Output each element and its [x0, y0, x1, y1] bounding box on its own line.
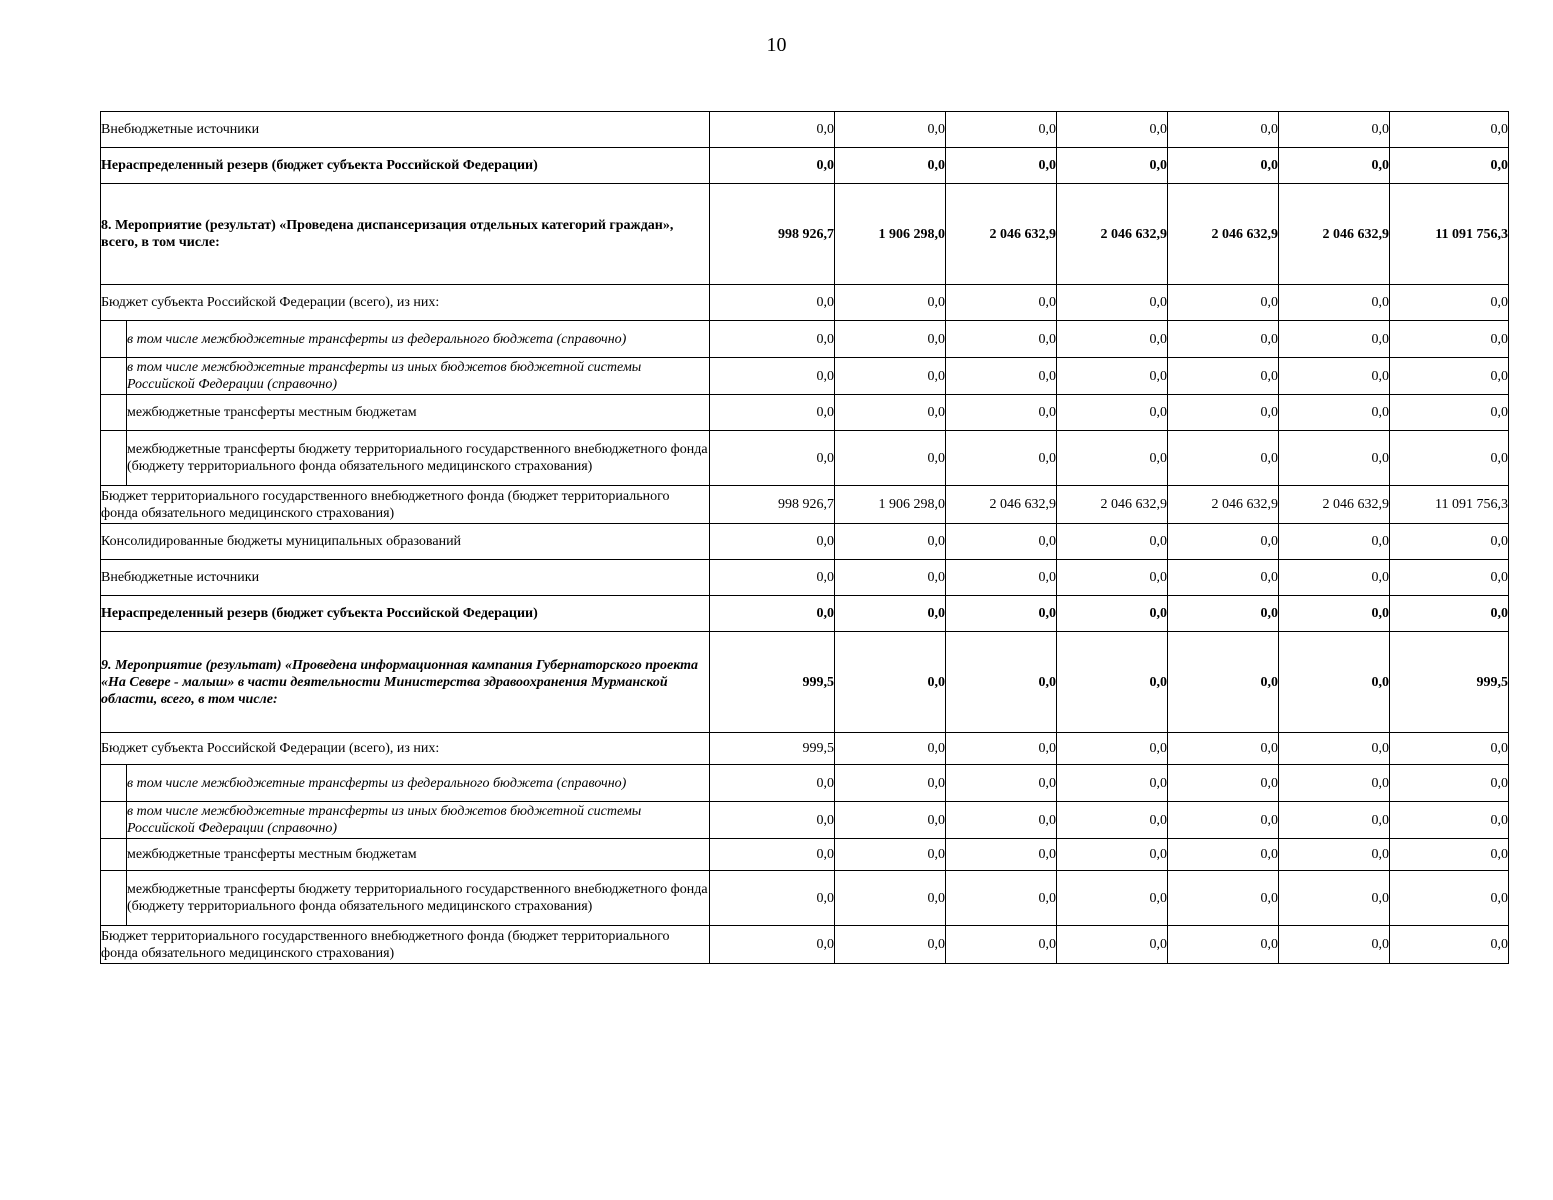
value-cell: 0,0 [1279, 358, 1390, 395]
value-cell: 0,0 [1168, 524, 1279, 560]
value-cell: 0,0 [1057, 596, 1168, 632]
value-cell: 0,0 [835, 321, 946, 358]
value-cell: 0,0 [1390, 112, 1509, 148]
row-label: в том числе межбюджетные трансферты из федерального бюджета (справочно) [127, 321, 710, 358]
row-label: Бюджет субъекта Российской Федерации (всего), из них: [101, 285, 710, 321]
value-cell: 2 046 632,9 [1168, 184, 1279, 285]
value-cell: 11 091 756,3 [1390, 184, 1509, 285]
table-row [101, 285, 1509, 321]
value-cell: 0,0 [1390, 524, 1509, 560]
value-cell: 0,0 [1168, 148, 1279, 184]
value-cell: 0,0 [1057, 560, 1168, 596]
value-cell: 0,0 [835, 395, 946, 431]
value-cell: 0,0 [835, 148, 946, 184]
table-row [101, 184, 1509, 285]
value-cell: 0,0 [1168, 112, 1279, 148]
value-cell: 999,5 [710, 733, 835, 765]
value-cell: 0,0 [710, 839, 835, 871]
indent-spacer [101, 358, 127, 395]
value-cell: 0,0 [1390, 148, 1509, 184]
indent-spacer [101, 431, 127, 486]
value-cell: 0,0 [710, 802, 835, 839]
value-cell: 0,0 [1168, 358, 1279, 395]
value-cell: 0,0 [1279, 524, 1390, 560]
value-cell: 0,0 [835, 524, 946, 560]
value-cell: 0,0 [946, 285, 1057, 321]
value-cell: 2 046 632,9 [1057, 184, 1168, 285]
value-cell: 0,0 [1390, 431, 1509, 486]
value-cell: 999,5 [1390, 632, 1509, 733]
value-cell: 0,0 [710, 871, 835, 926]
value-cell: 0,0 [1279, 112, 1390, 148]
value-cell: 0,0 [1168, 802, 1279, 839]
value-cell: 2 046 632,9 [946, 184, 1057, 285]
row-label: 9. Мероприятие (результат) «Проведена информационная кампания Губернаторского проекта «На Севере - малыш» в части деятельности Министерства здравоохранения Мурманской области, всего, в том числе: [101, 632, 710, 733]
value-cell: 0,0 [946, 926, 1057, 964]
value-cell: 0,0 [835, 733, 946, 765]
value-cell: 2 046 632,9 [1279, 486, 1390, 524]
table-row [101, 839, 1509, 871]
value-cell: 0,0 [1279, 839, 1390, 871]
value-cell: 0,0 [1279, 632, 1390, 733]
table-row [101, 358, 1509, 395]
row-label: в том числе межбюджетные трансферты из иных бюджетов бюджетной системы Российской Федерации (справочно) [127, 358, 710, 395]
value-cell: 0,0 [1168, 926, 1279, 964]
table-row [101, 321, 1509, 358]
value-cell: 0,0 [835, 431, 946, 486]
indent-spacer [101, 839, 127, 871]
value-cell: 0,0 [1057, 148, 1168, 184]
value-cell: 0,0 [1057, 871, 1168, 926]
value-cell: 0,0 [1057, 926, 1168, 964]
value-cell: 0,0 [1390, 358, 1509, 395]
value-cell: 0,0 [1390, 926, 1509, 964]
value-cell: 0,0 [1057, 358, 1168, 395]
row-label: межбюджетные трансферты бюджету территориального государственного внебюджетного фонда (бюджету территориального фонда обязательного медицинского страхования) [127, 431, 710, 486]
value-cell: 0,0 [1168, 871, 1279, 926]
value-cell: 0,0 [1057, 733, 1168, 765]
value-cell: 0,0 [946, 632, 1057, 733]
value-cell: 0,0 [1168, 285, 1279, 321]
value-cell: 0,0 [1168, 632, 1279, 733]
value-cell: 0,0 [1279, 926, 1390, 964]
value-cell: 0,0 [1057, 431, 1168, 486]
value-cell: 1 906 298,0 [835, 184, 946, 285]
value-cell: 0,0 [1057, 285, 1168, 321]
value-cell: 0,0 [946, 524, 1057, 560]
value-cell: 0,0 [835, 112, 946, 148]
row-label: Нераспределенный резерв (бюджет субъекта Российской Федерации) [101, 596, 710, 632]
value-cell: 0,0 [710, 560, 835, 596]
value-cell: 0,0 [1057, 321, 1168, 358]
value-cell: 0,0 [946, 839, 1057, 871]
value-cell: 0,0 [1168, 839, 1279, 871]
value-cell: 0,0 [1390, 802, 1509, 839]
value-cell: 0,0 [1279, 321, 1390, 358]
value-cell: 0,0 [1390, 871, 1509, 926]
value-cell: 0,0 [710, 524, 835, 560]
value-cell: 11 091 756,3 [1390, 486, 1509, 524]
page-number: 10 [766, 34, 787, 56]
table-row [101, 632, 1509, 733]
value-cell: 0,0 [1057, 524, 1168, 560]
row-label: в том числе межбюджетные трансферты из иных бюджетов бюджетной системы Российской Федерации (справочно) [127, 802, 710, 839]
value-cell: 0,0 [1390, 321, 1509, 358]
row-label: в том числе межбюджетные трансферты из федерального бюджета (справочно) [127, 765, 710, 802]
value-cell: 2 046 632,9 [1279, 184, 1390, 285]
value-cell: 0,0 [710, 765, 835, 802]
row-label: Внебюджетные источники [101, 560, 710, 596]
row-label: Внебюджетные источники [101, 112, 710, 148]
value-cell: 2 046 632,9 [1168, 486, 1279, 524]
value-cell: 2 046 632,9 [1057, 486, 1168, 524]
indent-spacer [101, 871, 127, 926]
value-cell: 0,0 [710, 926, 835, 964]
value-cell: 0,0 [1057, 395, 1168, 431]
value-cell: 0,0 [946, 560, 1057, 596]
table-row [101, 596, 1509, 632]
value-cell: 0,0 [1390, 395, 1509, 431]
row-label: Нераспределенный резерв (бюджет субъекта Российской Федерации) [101, 148, 710, 184]
value-cell: 0,0 [946, 871, 1057, 926]
value-cell: 0,0 [946, 431, 1057, 486]
value-cell: 0,0 [946, 395, 1057, 431]
value-cell: 0,0 [1057, 839, 1168, 871]
table-row [101, 431, 1509, 486]
value-cell: 0,0 [1279, 560, 1390, 596]
table-row [101, 765, 1509, 802]
indent-spacer [101, 395, 127, 431]
value-cell: 0,0 [1390, 596, 1509, 632]
table-row [101, 524, 1509, 560]
value-cell: 0,0 [1168, 765, 1279, 802]
budget-table [100, 111, 1509, 964]
value-cell: 0,0 [1279, 596, 1390, 632]
value-cell: 0,0 [835, 596, 946, 632]
value-cell: 0,0 [835, 926, 946, 964]
value-cell: 2 046 632,9 [946, 486, 1057, 524]
value-cell: 0,0 [946, 733, 1057, 765]
table-row [101, 926, 1509, 964]
value-cell: 0,0 [946, 148, 1057, 184]
table-row [101, 395, 1509, 431]
indent-spacer [101, 321, 127, 358]
value-cell: 0,0 [1168, 596, 1279, 632]
row-label: межбюджетные трансферты местным бюджетам [127, 839, 710, 871]
value-cell: 0,0 [710, 148, 835, 184]
value-cell: 0,0 [710, 321, 835, 358]
indent-spacer [101, 765, 127, 802]
value-cell: 998 926,7 [710, 486, 835, 524]
value-cell: 0,0 [1057, 112, 1168, 148]
table-row [101, 486, 1509, 524]
row-label: Бюджет субъекта Российской Федерации (всего), из них: [101, 733, 710, 765]
value-cell: 0,0 [1390, 733, 1509, 765]
value-cell: 0,0 [835, 560, 946, 596]
value-cell: 0,0 [835, 632, 946, 733]
value-cell: 0,0 [1279, 148, 1390, 184]
value-cell: 0,0 [1057, 765, 1168, 802]
indent-spacer [101, 802, 127, 839]
value-cell: 998 926,7 [710, 184, 835, 285]
value-cell: 0,0 [946, 112, 1057, 148]
value-cell: 0,0 [1279, 765, 1390, 802]
value-cell: 0,0 [1279, 285, 1390, 321]
value-cell: 0,0 [1279, 431, 1390, 486]
value-cell: 0,0 [835, 765, 946, 802]
table-row [101, 733, 1509, 765]
value-cell: 1 906 298,0 [835, 486, 946, 524]
table-row [101, 560, 1509, 596]
value-cell: 0,0 [1390, 839, 1509, 871]
value-cell: 0,0 [1168, 560, 1279, 596]
value-cell: 0,0 [1279, 802, 1390, 839]
value-cell: 0,0 [710, 285, 835, 321]
value-cell: 0,0 [1390, 765, 1509, 802]
value-cell: 0,0 [1279, 871, 1390, 926]
value-cell: 0,0 [1390, 285, 1509, 321]
row-label: межбюджетные трансферты бюджету территориального государственного внебюджетного фонда (бюджету территориального фонда обязательного медицинского страхования) [127, 871, 710, 926]
row-label: Бюджет территориального государственного внебюджетного фонда (бюджет территориального фонда обязательного медицинского страхования) [101, 926, 710, 964]
value-cell: 0,0 [946, 321, 1057, 358]
value-cell: 0,0 [1279, 733, 1390, 765]
row-label: Консолидированные бюджеты муниципальных образований [101, 524, 710, 560]
value-cell: 0,0 [835, 839, 946, 871]
value-cell: 0,0 [1279, 395, 1390, 431]
table-row [101, 802, 1509, 839]
value-cell: 0,0 [1057, 632, 1168, 733]
value-cell: 0,0 [1168, 431, 1279, 486]
value-cell: 0,0 [835, 802, 946, 839]
value-cell: 999,5 [710, 632, 835, 733]
value-cell: 0,0 [1168, 395, 1279, 431]
value-cell: 0,0 [835, 358, 946, 395]
row-label: 8. Мероприятие (результат) «Проведена диспансеризация отдельных категорий граждан», всего, в том числе: [101, 184, 710, 285]
value-cell: 0,0 [1057, 802, 1168, 839]
value-cell: 0,0 [710, 112, 835, 148]
value-cell: 0,0 [710, 431, 835, 486]
table-row [101, 871, 1509, 926]
value-cell: 0,0 [1168, 321, 1279, 358]
value-cell: 0,0 [1168, 733, 1279, 765]
table-row [101, 112, 1509, 148]
value-cell: 0,0 [1390, 560, 1509, 596]
row-label: межбюджетные трансферты местным бюджетам [127, 395, 710, 431]
value-cell: 0,0 [835, 871, 946, 926]
value-cell: 0,0 [835, 285, 946, 321]
value-cell: 0,0 [710, 395, 835, 431]
table-row [101, 148, 1509, 184]
value-cell: 0,0 [946, 596, 1057, 632]
value-cell: 0,0 [710, 596, 835, 632]
row-label: Бюджет территориального государственного внебюджетного фонда (бюджет территориального фонда обязательного медицинского страхования) [101, 486, 710, 524]
value-cell: 0,0 [946, 765, 1057, 802]
value-cell: 0,0 [946, 358, 1057, 395]
value-cell: 0,0 [710, 358, 835, 395]
value-cell: 0,0 [946, 802, 1057, 839]
